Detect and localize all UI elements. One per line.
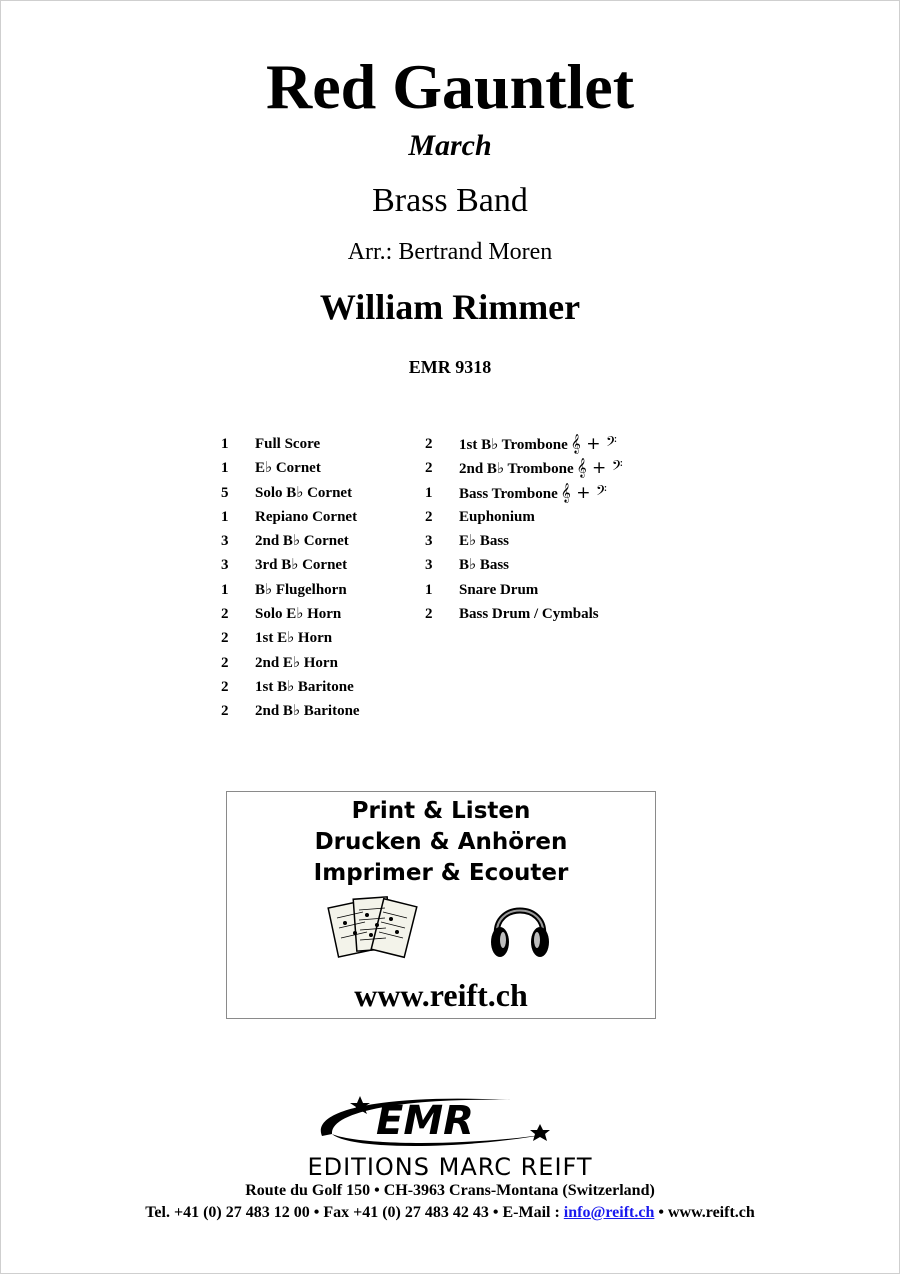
part-name-text: 2nd E♭ Horn	[255, 654, 338, 671]
score-subtitle: March	[408, 129, 492, 162]
headphones-icon	[489, 892, 551, 962]
part-name-text: E♭ Bass	[459, 533, 510, 550]
promo-website-link[interactable]: www.reift.ch	[354, 977, 528, 1013]
part-name	[255, 456, 321, 480]
part-name	[255, 602, 341, 626]
composer-name: William Rimmer	[319, 287, 581, 327]
print-listen-box[interactable]	[226, 791, 656, 1019]
publisher-address: Route du Golf 150 • CH-3963 Crans-Montana (Switzerland)	[245, 1182, 655, 1199]
part-quantity: 2	[221, 654, 229, 671]
part-name	[459, 529, 509, 553]
catalog-number: EMR 9318	[408, 357, 492, 377]
part-name	[459, 481, 607, 506]
part-quantity: 3	[425, 533, 433, 550]
part-name	[459, 456, 623, 481]
part-quantity: 2	[425, 606, 433, 623]
part-quantity: 2	[425, 436, 433, 452]
contact-phone-fax: Tel. +41 (0) 27 483 12 00 • Fax +41 (0) 27 483 42 43 • E-Mail :	[145, 1204, 564, 1221]
part-name-text: Solo E♭ Horn	[255, 606, 342, 623]
part-quantity: 1	[221, 508, 229, 525]
part-quantity: 3	[221, 533, 229, 550]
part-name	[459, 602, 599, 626]
promo-line-german: Drucken & Anhören	[314, 829, 568, 855]
part-name-text: B♭ Bass	[459, 557, 510, 574]
part-name	[255, 578, 347, 602]
part-name	[459, 432, 617, 457]
part-name-text: Bass Trombone	[459, 485, 558, 502]
part-name-text: 3rd B♭ Cornet	[255, 557, 348, 574]
part-quantity: 1	[221, 436, 229, 452]
part-name-text: 1st E♭ Horn	[255, 630, 333, 647]
part-name-text: Bass Drum / Cymbals	[459, 606, 599, 623]
part-quantity: 3	[221, 557, 229, 574]
emr-logo	[310, 1090, 570, 1156]
part-quantity: 2	[425, 460, 433, 477]
part-name	[255, 651, 338, 675]
part-quantity: 2	[221, 606, 229, 623]
part-quantity: 1	[425, 581, 433, 598]
part-quantity: 1	[221, 581, 229, 598]
promo-line-english: Print & Listen	[351, 798, 531, 824]
part-name-text: Euphonium	[459, 508, 535, 525]
part-name	[255, 505, 357, 529]
part-name	[255, 481, 352, 505]
part-name-text: Snare Drum	[459, 581, 539, 598]
publisher-name: EDITIONS MARC REIFT	[307, 1153, 593, 1181]
part-quantity: 3	[425, 557, 433, 574]
emr-logo-text: EMR	[376, 1098, 474, 1144]
part-quantity: 1	[221, 460, 229, 477]
part-name-text: Repiano Cornet	[255, 508, 358, 525]
part-name-text: 2nd B♭ Trombone	[459, 461, 574, 478]
part-name	[459, 578, 538, 602]
email-link[interactable]: info@reift.ch	[563, 1204, 655, 1221]
part-name	[255, 529, 349, 553]
treble-bass-clef-icon: 𝄞 + 𝄢	[570, 434, 617, 454]
sheet-music-icon	[327, 892, 422, 964]
publisher-contact	[0, 1202, 900, 1224]
part-name	[255, 432, 320, 456]
arranger-credit: Arr.: Bertrand Moren	[347, 239, 553, 265]
part-name	[255, 553, 347, 577]
part-name-text: 2nd B♭ Cornet	[255, 533, 349, 550]
treble-bass-clef-icon: 𝄞 + 𝄢	[576, 458, 623, 479]
part-name-text: Solo B♭ Cornet	[255, 484, 353, 501]
part-name-text: Full Score	[255, 436, 321, 452]
contact-website: • www.reift.ch	[654, 1204, 755, 1221]
part-quantity: 2	[425, 508, 433, 525]
part-name	[255, 699, 360, 723]
score-title: Red Gauntlet	[266, 51, 634, 122]
part-name-text: E♭ Cornet	[255, 460, 321, 477]
part-name	[459, 505, 535, 529]
part-name-text: 1st B♭ Trombone	[459, 437, 568, 453]
part-quantity: 1	[425, 484, 433, 501]
part-name	[459, 553, 509, 577]
promo-line-french: Imprimer & Ecouter	[313, 860, 569, 886]
part-name	[255, 675, 354, 699]
part-quantity: 2	[221, 703, 229, 720]
part-name-text: 1st B♭ Baritone	[255, 678, 354, 695]
part-name	[255, 626, 332, 650]
treble-bass-clef-icon: 𝄞 + 𝄢	[560, 482, 607, 503]
part-quantity: 5	[221, 484, 229, 501]
part-name-text: B♭ Flugelhorn	[255, 581, 347, 598]
ensemble-label: Brass Band	[372, 182, 528, 219]
part-quantity: 2	[221, 678, 229, 695]
part-name-text: 2nd B♭ Baritone	[255, 703, 360, 720]
part-quantity: 2	[221, 630, 229, 647]
